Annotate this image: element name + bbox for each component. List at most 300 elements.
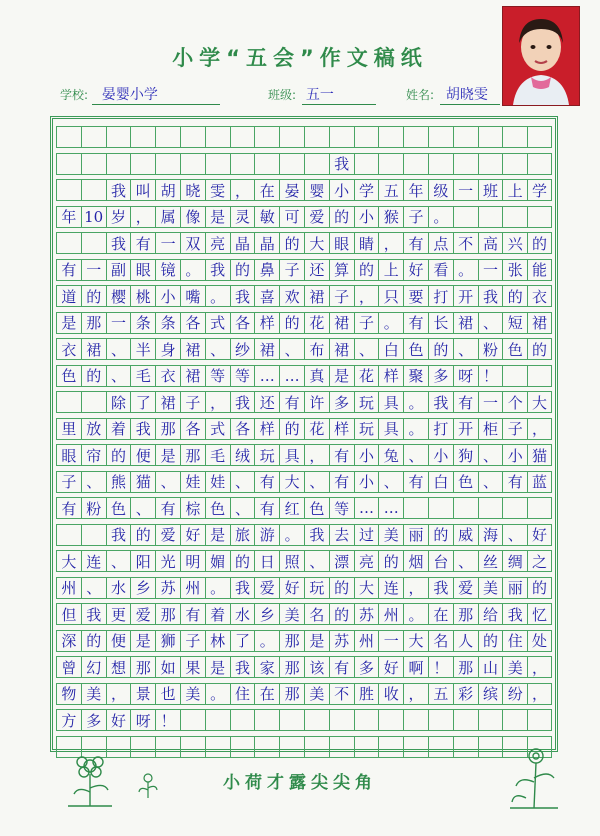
grid-cell: 许	[304, 392, 329, 412]
grid-cell: 啊	[403, 657, 428, 677]
grid-cell: ，	[378, 233, 403, 253]
grid-cell: 是	[130, 631, 155, 651]
grid-cell	[180, 154, 205, 174]
grid-cell: 美	[279, 604, 304, 624]
grid-cell	[180, 127, 205, 147]
grid-cell	[155, 154, 180, 174]
grid-cell: 台	[428, 551, 453, 571]
grid-cell: 粉	[478, 339, 503, 359]
essay-line	[56, 206, 552, 228]
grid-cell: 多	[81, 710, 106, 730]
grid-cell: 狗	[453, 445, 478, 465]
grid-cell: 娃	[180, 472, 205, 492]
grid-cell: ，	[304, 445, 329, 465]
grid-cell: 、	[205, 339, 230, 359]
grid-cell	[205, 710, 230, 730]
grid-cell: 是	[329, 366, 354, 386]
grid-cell: 不	[329, 684, 354, 704]
student-photo	[502, 6, 580, 106]
grid-cell: 、	[478, 313, 503, 333]
grid-cell: 着	[106, 419, 131, 439]
grid-cell	[304, 127, 329, 147]
grid-cell: 欢	[279, 286, 304, 306]
grid-cell: 小	[502, 445, 527, 465]
grid-cell: 纱	[230, 339, 255, 359]
essay-line	[56, 736, 552, 758]
essay-line	[56, 365, 552, 387]
grid-cell	[81, 233, 106, 253]
grid-cell	[81, 525, 106, 545]
grid-cell: 花	[304, 313, 329, 333]
flower-decoration-left-icon	[60, 748, 120, 808]
school-underline	[92, 104, 220, 105]
essay-line	[56, 630, 552, 652]
grid-cell: 的	[354, 260, 379, 280]
grid-cell: 州	[180, 578, 205, 598]
name-value: 胡晓雯	[445, 87, 488, 103]
grid-cell: 了	[130, 392, 155, 412]
grid-cell	[304, 154, 329, 174]
grid-cell: 上	[378, 260, 403, 280]
grid-cell: 。	[378, 313, 403, 333]
grid-cell: 那	[279, 657, 304, 677]
grid-cell	[502, 207, 527, 227]
grid-cell: 的	[378, 551, 403, 571]
grid-cell	[56, 154, 81, 174]
essay-line	[56, 656, 552, 678]
grid-cell: 子	[180, 392, 205, 412]
grid-cell	[230, 127, 255, 147]
grid-cell	[453, 127, 478, 147]
essay-line	[56, 577, 552, 599]
grid-cell: 熊	[106, 472, 131, 492]
grid-cell	[502, 710, 527, 730]
grid-cell: 衣	[527, 286, 552, 306]
grid-cell	[56, 127, 81, 147]
grid-cell: 裙	[329, 313, 354, 333]
essay-line	[56, 153, 552, 175]
grid-cell: 狮	[155, 631, 180, 651]
grid-cell: 美	[378, 525, 403, 545]
grid-cell: 属	[155, 207, 180, 227]
grid-cell: 的	[106, 445, 131, 465]
grid-cell	[81, 127, 106, 147]
grid-cell: 色	[106, 498, 131, 518]
grid-cell: 州	[378, 604, 403, 624]
grid-cell: 裙	[180, 339, 205, 359]
grid-cell: 玩	[354, 419, 379, 439]
grid-cell	[56, 525, 81, 545]
grid-cell: 有	[130, 233, 155, 253]
grid-cell: 还	[304, 260, 329, 280]
grid-cell: 我	[81, 604, 106, 624]
grid-cell: ，	[527, 419, 552, 439]
grid-cell: 裙	[453, 313, 478, 333]
grid-cell: 有	[56, 260, 81, 280]
grid-cell: 的	[329, 207, 354, 227]
grid-cell: 有	[254, 498, 279, 518]
essay-line	[56, 338, 552, 360]
grid-cell: 白	[428, 472, 453, 492]
essay-line	[56, 179, 552, 201]
grid-cell: 有	[453, 392, 478, 412]
grid-cell	[478, 207, 503, 227]
grid-cell: ，	[403, 684, 428, 704]
grid-cell	[403, 710, 428, 730]
flower-decoration-right-icon	[506, 742, 562, 810]
grid-cell: 幻	[81, 657, 106, 677]
grid-cell	[81, 154, 106, 174]
grid-cell: 的	[81, 631, 106, 651]
grid-cell: 放	[81, 419, 106, 439]
grid-cell: 果	[180, 657, 205, 677]
grid-cell: 布	[304, 339, 329, 359]
grid-cell	[81, 392, 106, 412]
grid-cell	[428, 737, 453, 757]
grid-cell: 便	[130, 445, 155, 465]
grid-cell: 那	[180, 445, 205, 465]
grid-cell	[106, 127, 131, 147]
grid-cell: 的	[279, 313, 304, 333]
grid-cell: 我	[428, 392, 453, 412]
grid-cell: 裙	[304, 286, 329, 306]
grid-cell: 上	[502, 180, 527, 200]
grid-cell: 水	[230, 604, 255, 624]
grid-cell	[453, 498, 478, 518]
grid-cell: 红	[279, 498, 304, 518]
grid-cell: 道	[56, 286, 81, 306]
grid-cell	[403, 737, 428, 757]
grid-cell	[527, 366, 552, 386]
grid-cell: 樱	[106, 286, 131, 306]
grid-cell: 具	[378, 419, 403, 439]
class-label: 班级:	[268, 88, 297, 102]
grid-cell: 看	[428, 260, 453, 280]
grid-cell: 的	[81, 366, 106, 386]
grid-cell: 玩	[354, 392, 379, 412]
grid-cell: 的	[329, 578, 354, 598]
grid-cell: 之	[527, 551, 552, 571]
grid-cell	[205, 154, 230, 174]
grid-cell: 大	[56, 551, 81, 571]
grid-cell: 色	[56, 366, 81, 386]
grid-cell: 美	[81, 684, 106, 704]
grid-cell: 的	[130, 525, 155, 545]
grid-cell: 各	[180, 313, 205, 333]
grid-cell: 我	[230, 392, 255, 412]
grid-cell: 学	[527, 180, 552, 200]
grid-cell: 样	[254, 313, 279, 333]
grid-cell: 五	[428, 684, 453, 704]
grid-cell: 。	[254, 631, 279, 651]
grid-cell: 睛	[354, 233, 379, 253]
grid-cell: 。	[279, 525, 304, 545]
grid-cell: 雯	[205, 180, 230, 200]
grid-cell: 、	[130, 498, 155, 518]
essay-line	[56, 471, 552, 493]
grid-cell: 裙	[329, 339, 354, 359]
essay-line	[56, 444, 552, 466]
grid-cell: 我	[106, 525, 131, 545]
grid-cell: 子	[56, 472, 81, 492]
school-value: 晏婴小学	[101, 87, 158, 103]
grid-cell	[527, 498, 552, 518]
grid-cell: 是	[56, 313, 81, 333]
grid-cell: 、	[354, 339, 379, 359]
grid-cell: 衣	[56, 339, 81, 359]
grid-cell: 人	[453, 631, 478, 651]
grid-cell: 花	[304, 419, 329, 439]
grid-cell	[230, 710, 255, 730]
grid-cell: 白	[378, 339, 403, 359]
grid-cell: 在	[428, 604, 453, 624]
essay-line	[56, 550, 552, 572]
grid-cell	[354, 737, 379, 757]
grid-cell: 、	[230, 498, 255, 518]
grid-cell: 连	[378, 578, 403, 598]
grid-cell	[428, 498, 453, 518]
grid-cell: 五	[378, 180, 403, 200]
grid-cell: 爱	[254, 578, 279, 598]
grid-cell	[180, 710, 205, 730]
grid-cell: 、	[279, 339, 304, 359]
grid-cell: 衣	[155, 366, 180, 386]
essay-line	[56, 683, 552, 705]
grid-cell: 美	[180, 684, 205, 704]
grid-cell	[130, 154, 155, 174]
grid-cell	[502, 366, 527, 386]
grid-cell: 丽	[403, 525, 428, 545]
grid-cell: 深	[56, 631, 81, 651]
grid-cell: 彩	[453, 684, 478, 704]
grid-cell: 各	[180, 419, 205, 439]
grid-cell: ，	[130, 207, 155, 227]
grid-cell: …	[279, 366, 304, 386]
grid-cell: 那	[130, 657, 155, 677]
grid-cell: 样	[329, 419, 354, 439]
grid-cell: 喜	[254, 286, 279, 306]
essay-line	[56, 312, 552, 334]
grid-cell: 有	[56, 498, 81, 518]
grid-cell: 我	[106, 180, 131, 200]
grid-cell: 我	[329, 154, 354, 174]
grid-cell: 身	[155, 339, 180, 359]
grid-cell: 要	[403, 286, 428, 306]
grid-cell: 的	[478, 631, 503, 651]
grid-cell: 、	[81, 578, 106, 598]
grid-cell: 在	[254, 684, 279, 704]
grid-cell	[254, 737, 279, 757]
grid-cell: 眼	[329, 233, 354, 253]
grid-cell: 除	[106, 392, 131, 412]
grid-cell: 的	[329, 604, 354, 624]
school-field	[60, 84, 158, 104]
grid-cell: 好	[106, 710, 131, 730]
grid-cell	[478, 127, 503, 147]
grid-cell: 家	[254, 657, 279, 677]
grid-cell: 学	[354, 180, 379, 200]
grid-cell: 晏	[279, 180, 304, 200]
grid-cell: 多	[354, 657, 379, 677]
grid-cell: 更	[106, 604, 131, 624]
grid-cell: 各	[230, 313, 255, 333]
grid-cell: 过	[354, 525, 379, 545]
grid-cell: 。	[453, 260, 478, 280]
grid-cell: 有	[502, 472, 527, 492]
grid-cell: 我	[230, 578, 255, 598]
grid-cell: 那	[279, 684, 304, 704]
grid-cell: 裙	[81, 339, 106, 359]
grid-cell: 样	[378, 366, 403, 386]
grid-cell: 但	[56, 604, 81, 624]
grid-cell: 敏	[254, 207, 279, 227]
grid-cell: 聚	[403, 366, 428, 386]
grid-cell	[527, 154, 552, 174]
grid-cell: 开	[453, 419, 478, 439]
class-field	[268, 84, 334, 104]
grid-cell	[453, 207, 478, 227]
grid-cell: 里	[56, 419, 81, 439]
grid-cell: 是	[205, 207, 230, 227]
grid-cell: 裙	[527, 313, 552, 333]
flower-decoration-small-icon	[136, 770, 160, 800]
grid-cell	[279, 154, 304, 174]
grid-cell	[56, 180, 81, 200]
grid-cell: 想	[106, 657, 131, 677]
grid-cell: 一	[106, 313, 131, 333]
grid-cell: 一	[81, 260, 106, 280]
grid-cell: 、	[304, 551, 329, 571]
essay-line	[56, 391, 552, 413]
grid-cell: 我	[106, 233, 131, 253]
grid-cell: 的	[230, 260, 255, 280]
grid-cell: 那	[81, 313, 106, 333]
grid-cell: 开	[453, 286, 478, 306]
grid-cell	[378, 154, 403, 174]
grid-cell: 年	[403, 180, 428, 200]
grid-cell: 媚	[205, 551, 230, 571]
grid-cell: 多	[428, 366, 453, 386]
grid-cell: 。	[428, 207, 453, 227]
grid-cell: 、	[453, 339, 478, 359]
grid-cell: 裙	[180, 366, 205, 386]
grid-cell	[329, 710, 354, 730]
grid-cell: 、	[453, 551, 478, 571]
grid-cell: 处	[527, 631, 552, 651]
grid-cell: 的	[279, 233, 304, 253]
grid-cell: 式	[205, 419, 230, 439]
grid-cell: 景	[130, 684, 155, 704]
grid-cell: 、	[230, 472, 255, 492]
grid-cell: 烟	[403, 551, 428, 571]
grid-cell: 该	[304, 657, 329, 677]
essay-line	[56, 709, 552, 731]
grid-cell: 绒	[230, 445, 255, 465]
grid-cell: 呀	[453, 366, 478, 386]
grid-cell: 色	[403, 339, 428, 359]
grid-cell: 、	[81, 472, 106, 492]
grid-cell: 眼	[56, 445, 81, 465]
name-field	[406, 84, 488, 104]
grid-cell: 苏	[329, 631, 354, 651]
grid-cell: 个	[502, 392, 527, 412]
grid-cell: ，	[403, 578, 428, 598]
grid-cell: 、	[403, 445, 428, 465]
grid-cell	[403, 127, 428, 147]
grid-cell: 子	[502, 419, 527, 439]
grid-cell: 式	[205, 313, 230, 333]
grid-cell: 州	[354, 631, 379, 651]
grid-cell: 嘴	[180, 286, 205, 306]
grid-cell: 打	[428, 286, 453, 306]
grid-cell	[304, 737, 329, 757]
grid-cell: 棕	[180, 498, 205, 518]
grid-cell: ，	[106, 684, 131, 704]
grid-cell	[354, 710, 379, 730]
grid-cell: 。	[205, 578, 230, 598]
grid-cell: 有	[403, 472, 428, 492]
grid-cell: 子	[354, 313, 379, 333]
grid-cell: 、	[155, 472, 180, 492]
name-underline	[440, 104, 500, 105]
grid-cell: 小	[354, 472, 379, 492]
grid-cell: 美	[478, 578, 503, 598]
grid-cell: 叫	[130, 180, 155, 200]
grid-cell: 漂	[329, 551, 354, 571]
grid-cell: 各	[230, 419, 255, 439]
grid-cell: 具	[378, 392, 403, 412]
grid-cell	[130, 127, 155, 147]
grid-cell: 子	[279, 260, 304, 280]
grid-cell	[56, 233, 81, 253]
grid-cell: 的	[527, 578, 552, 598]
grid-cell: 小	[354, 445, 379, 465]
grid-cell: 我	[304, 525, 329, 545]
grid-cell: 、	[106, 339, 131, 359]
grid-cell: 等	[205, 366, 230, 386]
grid-cell: 一	[478, 392, 503, 412]
grid-cell: 。	[403, 419, 428, 439]
grid-cell: 我	[478, 286, 503, 306]
grid-cell	[478, 498, 503, 518]
grid-cell: 物	[56, 684, 81, 704]
grid-cell: 张	[502, 260, 527, 280]
grid-cell	[403, 498, 428, 518]
grid-cell: ！	[155, 710, 180, 730]
grid-cell	[56, 392, 81, 412]
grid-cell: 曾	[56, 657, 81, 677]
grid-cell	[254, 127, 279, 147]
grid-cell	[304, 710, 329, 730]
grid-cell: 子	[403, 207, 428, 227]
grid-cell: 的	[428, 525, 453, 545]
grid-cell	[428, 710, 453, 730]
grid-cell: 如	[155, 657, 180, 677]
grid-cell: 半	[130, 339, 155, 359]
grid-cell	[453, 710, 478, 730]
grid-cell	[279, 127, 304, 147]
grid-cell	[279, 737, 304, 757]
grid-cell: 、	[478, 445, 503, 465]
grid-cell: 长	[428, 313, 453, 333]
grid-cell: 好	[527, 525, 552, 545]
grid-cell: 爱	[304, 207, 329, 227]
grid-cell: 毛	[130, 366, 155, 386]
grid-cell: 那	[453, 604, 478, 624]
grid-cell: 晶	[254, 233, 279, 253]
grid-cell	[254, 154, 279, 174]
grid-cell: 海	[478, 525, 503, 545]
